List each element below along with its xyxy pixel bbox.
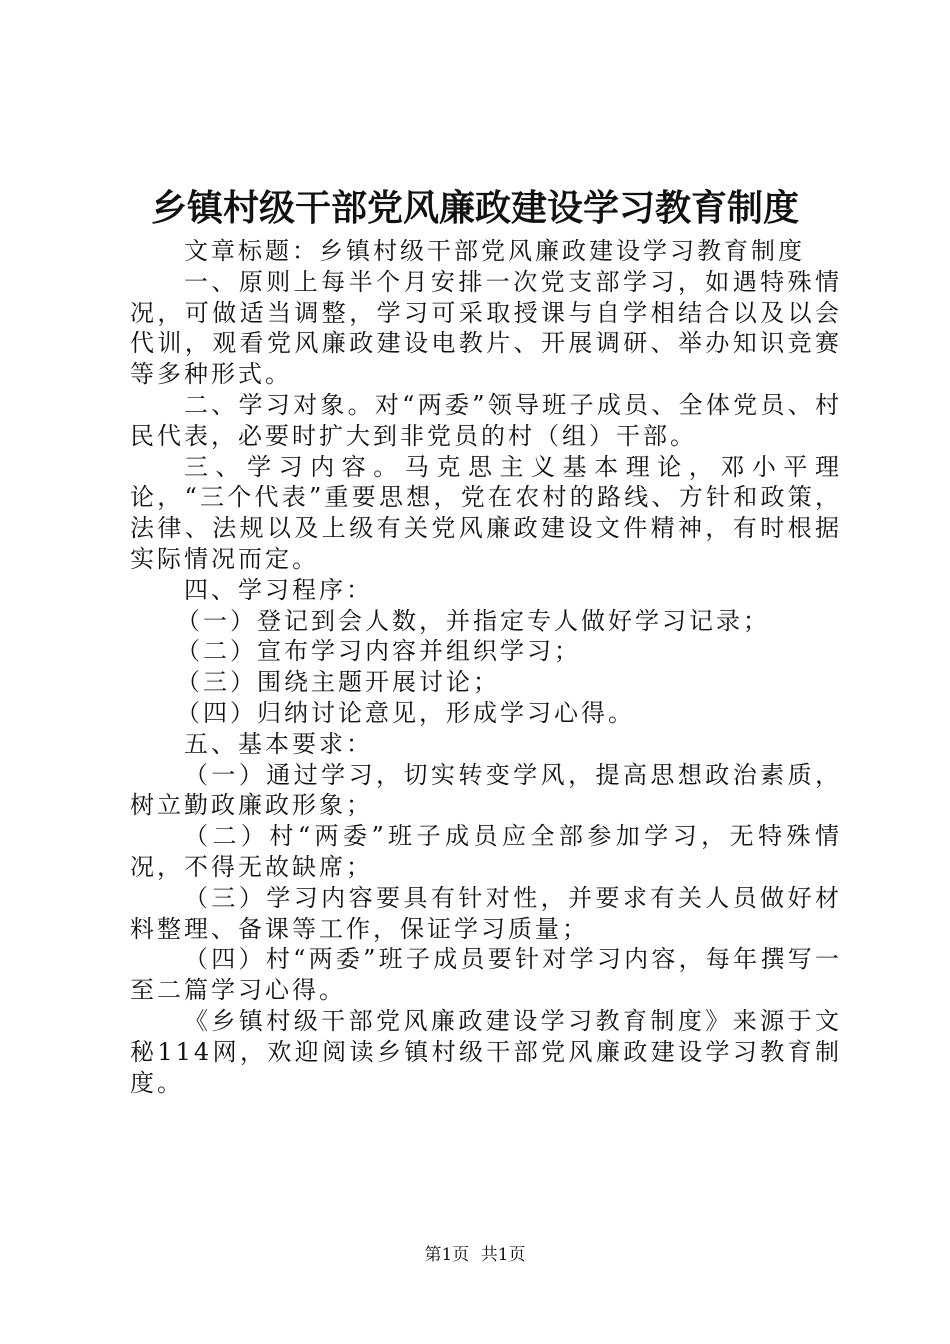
page-footer	[0, 1242, 950, 1268]
page-number: 第1页	[424, 1245, 470, 1265]
document-body	[130, 236, 842, 1098]
paragraph-learning-content: 三、学习内容。马克思主义基本理论，邓小平理论，“三个代表”重要思想，党在农村的路线、方针和政策，法律、法规以及上级有关党风廉政建设文件精神，有时根据实际情况而定。	[130, 452, 842, 573]
procedure-item: （四）归纳讨论意见，形成学习心得。	[176, 698, 635, 727]
source-note: 《乡镇村级干部党风廉政建设学习教育制度》来源于文秘114网，欢迎阅读乡镇村级干部党风廉政建设学习教育制度。	[130, 1006, 842, 1097]
heading-basic-requirements: 五、基本要求：	[184, 729, 373, 758]
procedure-item: （三）围绕主题开展讨论；	[176, 668, 500, 697]
procedure-item: （二）宣布学习内容并组织学习；	[176, 637, 581, 666]
requirement-item: （四）村“两委”班子成员要针对学习内容，每年撰写一至二篇学习心得。	[130, 945, 842, 1005]
page-total: 共1页	[480, 1245, 526, 1265]
paragraph-principle: 一、原则上每半个月安排一次党支部学习，如遇特殊情况，可做适当调整，学习可采取授课与自学相结合以及以会代训，观看党风廉政建设电教片、开展调研、举办知识竞赛等多种形式。	[130, 267, 842, 389]
requirement-item: （二）村“两委”班子成员应全部参加学习，无特殊情况，不得无故缺席；	[130, 822, 842, 881]
procedure-item: （一）登记到会人数，并指定专人做好学习记录；	[176, 606, 770, 635]
heading-learning-procedure: 四、学习程序：	[184, 575, 373, 604]
requirement-item: （三）学习内容要具有针对性，并要求有关人员做好材料整理、备课等工作，保证学习质量；	[130, 883, 842, 943]
article-title-line: 文章标题：乡镇村级干部党风廉政建设学习教育制度	[184, 237, 805, 265]
requirement-item: （一）通过学习，切实转变学风，提高思想政治素质，树立勤政廉政形象；	[130, 760, 842, 820]
paragraph-learning-targets: 二、学习对象。对“两委”领导班子成员、全体党员、村民代表，必要时扩大到非党员的村（组）干部。	[130, 390, 842, 450]
document-title: 乡镇村级干部党风廉政建设学习教育制度	[150, 187, 799, 229]
